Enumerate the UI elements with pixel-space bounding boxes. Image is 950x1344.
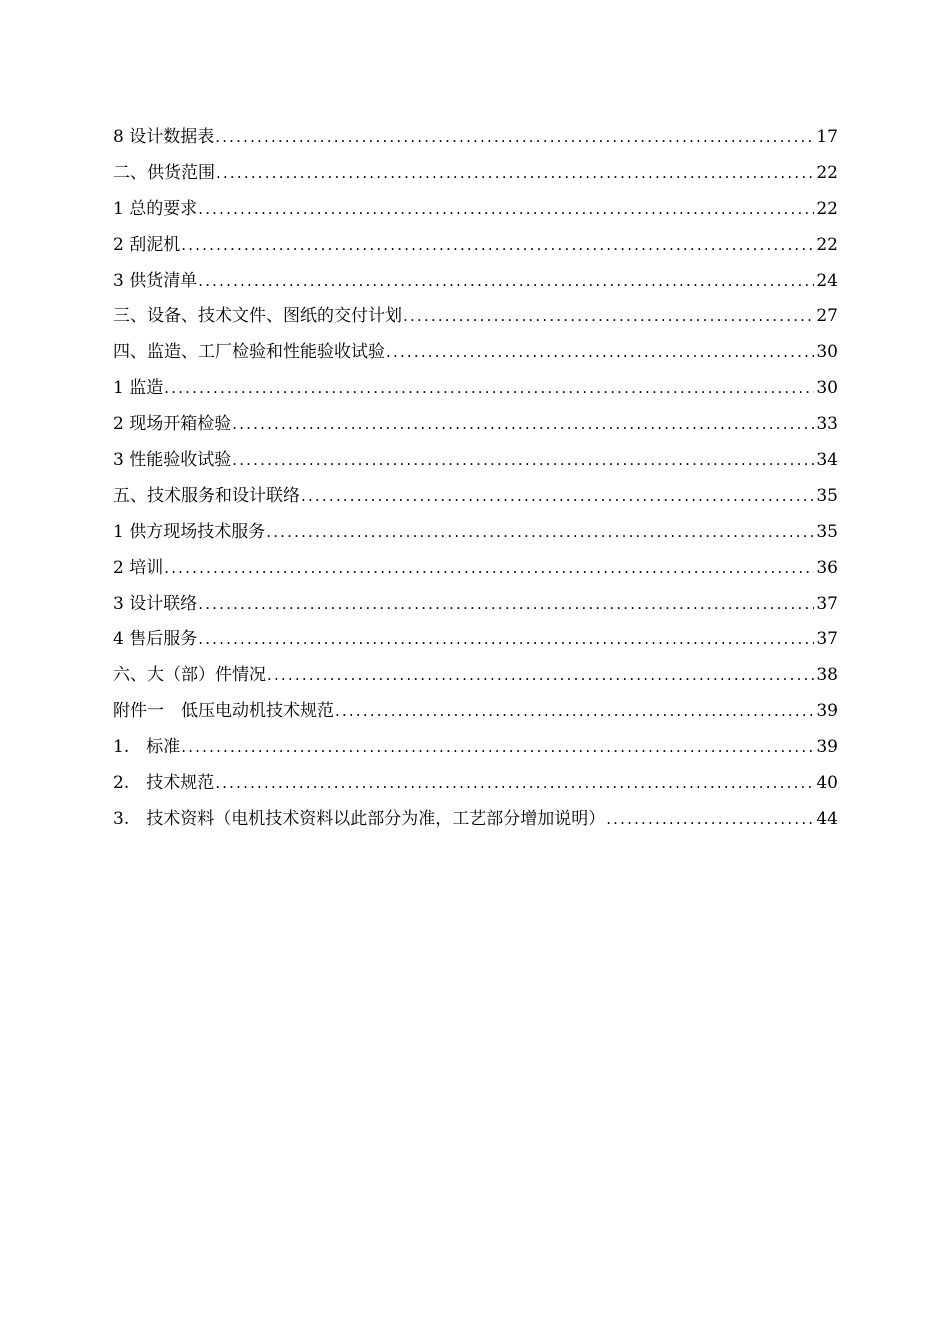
toc-entry-page: 22 (816, 234, 838, 255)
toc-entry[interactable] (113, 766, 838, 802)
toc-entry[interactable] (113, 228, 838, 264)
toc-entry-page: 38 (816, 665, 838, 686)
toc-entry[interactable] (113, 479, 838, 515)
toc-entry-page: 39 (816, 737, 838, 758)
toc-entry-title: 1 监造 (113, 378, 164, 399)
toc-entry-title: 四、监造、工厂检验和性能验收试验 (113, 342, 385, 363)
dot-leader (198, 264, 814, 300)
toc-entry-title: 8 设计数据表 (113, 127, 215, 147)
toc-entry[interactable] (113, 802, 838, 838)
dot-leader (335, 694, 814, 730)
toc-entry-title: 2 刮泥机 (113, 234, 181, 255)
toc-entry-title: 1 供方现场技术服务 (113, 521, 266, 542)
toc-entry-page: 27 (816, 306, 838, 327)
dot-leader (232, 407, 814, 443)
toc-entry-page: 37 (816, 593, 838, 614)
toc-entry-title: 3 设计联络 (113, 593, 198, 614)
toc-entry-page: 34 (816, 450, 838, 471)
dot-leader (232, 443, 814, 479)
toc-entry-page: 36 (816, 557, 838, 578)
toc-entry[interactable] (113, 335, 838, 371)
toc-entry-page: 22 (816, 162, 838, 183)
dot-leader (403, 299, 814, 335)
dot-leader (164, 551, 814, 587)
toc-entry-title: 3. 技术资料（电机技术资料以此部分为准，工艺部分增加说明） (113, 808, 606, 829)
toc-entry-title: 3 供货清单 (113, 270, 198, 291)
toc-entry-page: 37 (816, 629, 838, 650)
toc-entry-title: 附件一 低压电动机技术规范 (113, 701, 334, 722)
toc-entry[interactable] (113, 515, 838, 551)
toc-entry-page: 35 (816, 485, 838, 506)
toc-entry[interactable] (113, 730, 838, 766)
toc-entry[interactable] (113, 156, 838, 192)
dot-leader (267, 658, 814, 694)
dot-leader (164, 371, 814, 407)
toc-entry-title: 1. 标准 (113, 737, 181, 758)
toc-entry-page: 24 (816, 270, 838, 291)
dot-leader (215, 120, 814, 156)
dot-leader (198, 192, 814, 228)
toc-entry-title: 六、大（部）件情况 (113, 665, 266, 686)
dot-leader (181, 730, 814, 766)
toc-entry[interactable] (113, 192, 838, 228)
dot-leader (198, 622, 814, 658)
toc-entry-title: 三、设备、技术文件、图纸的交付计划 (113, 306, 402, 327)
dot-leader (386, 335, 814, 371)
toc-entry[interactable] (113, 587, 838, 623)
toc-entry[interactable] (113, 264, 838, 300)
toc-entry-title: 2 培训 (113, 557, 164, 578)
toc-entry-title: 3 性能验收试验 (113, 450, 232, 471)
toc-entry-title: 1 总的要求 (113, 198, 198, 219)
toc-entry-page: 33 (816, 414, 838, 435)
toc-entry-page: 30 (816, 342, 838, 363)
toc-entry[interactable] (113, 120, 838, 156)
toc-entry[interactable] (113, 622, 838, 658)
toc-entry-title: 4 售后服务 (113, 629, 198, 650)
table-of-contents (113, 120, 838, 838)
toc-entry-page: 22 (816, 198, 838, 219)
toc-entry[interactable] (113, 551, 838, 587)
toc-entry[interactable] (113, 299, 838, 335)
toc-entry-page: 44 (816, 808, 838, 829)
toc-entry-title: 五、技术服务和设计联络 (113, 485, 300, 506)
toc-entry[interactable] (113, 443, 838, 479)
dot-leader (181, 228, 814, 264)
toc-entry-title: 2 现场开箱检验 (113, 414, 232, 435)
toc-entry[interactable] (113, 371, 838, 407)
toc-entry-page: 17 (816, 127, 838, 147)
dot-leader (266, 515, 814, 551)
toc-entry-title: 二、供货范围 (113, 162, 215, 183)
toc-entry-page: 30 (816, 378, 838, 399)
toc-entry[interactable] (113, 694, 838, 730)
dot-leader (301, 479, 814, 515)
toc-entry-page: 35 (816, 521, 838, 542)
toc-entry-page: 40 (816, 773, 838, 794)
toc-entry[interactable] (113, 658, 838, 694)
toc-entry-page: 39 (816, 701, 838, 722)
dot-leader (216, 156, 814, 192)
dot-leader (215, 766, 814, 802)
dot-leader (198, 587, 814, 623)
dot-leader (606, 802, 814, 838)
toc-entry[interactable] (113, 407, 838, 443)
toc-entry-title: 2. 技术规范 (113, 773, 215, 794)
